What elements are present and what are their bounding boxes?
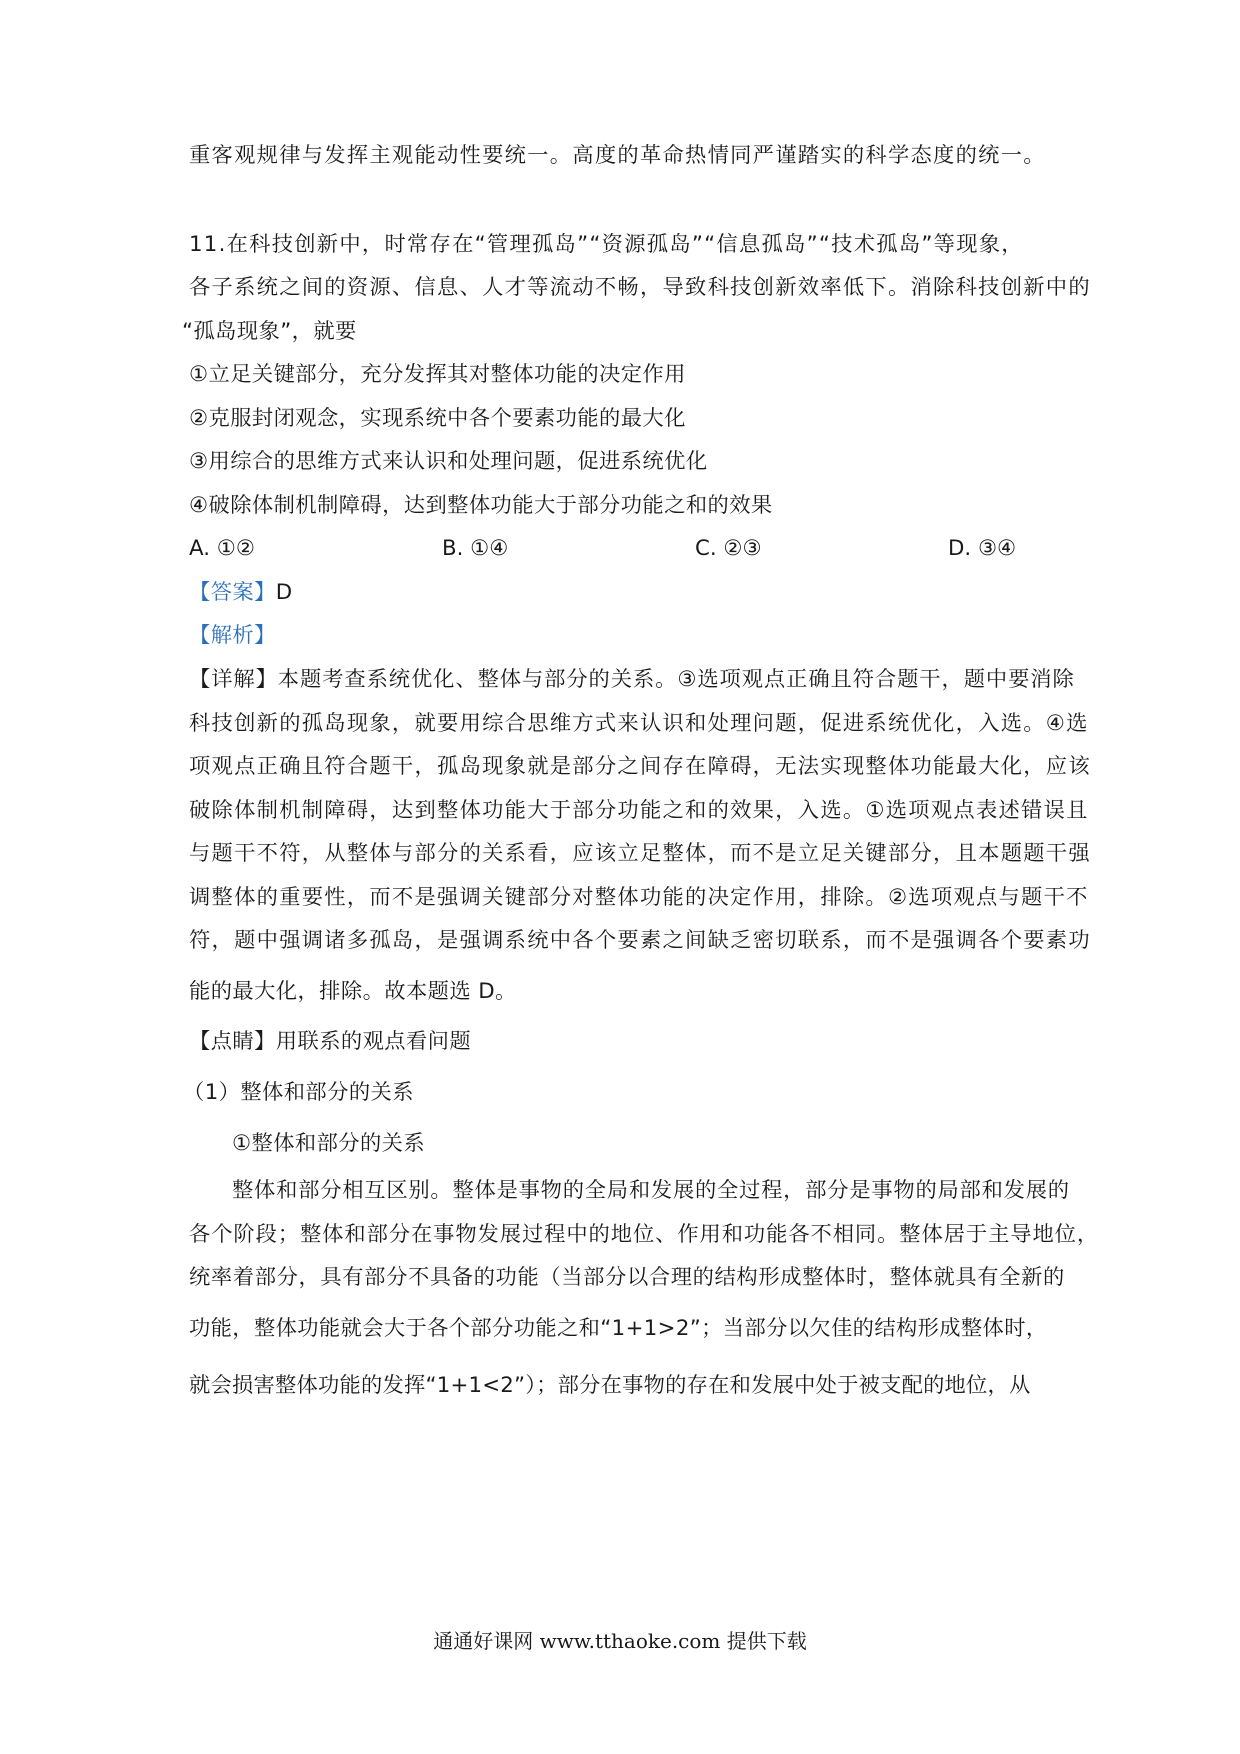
- page-footer: 通通好课网 www.tthaoke.com 提供下载: [433, 1629, 807, 1653]
- answer-line: [189, 578, 293, 608]
- detail-line: 与题干不符，从整体与部分的关系看，应该立足整体，而不是立足关键部分，且本题题干强: [189, 841, 1091, 866]
- question-stem-line: 11.在科技创新中，时常存在“管理孤岛”“资源孤岛”“信息孤岛”“技术孤岛”等现象，: [189, 232, 1024, 257]
- point-title: 用联系的观点看问题: [275, 1029, 472, 1054]
- option-c: C. ②③: [695, 536, 762, 561]
- answer-value: D: [275, 580, 293, 605]
- option-b: B. ①④: [442, 536, 509, 561]
- detail-line: 符，题中强调诸多孤岛，是强调系统中各个要素之间缺乏密切联系，而不是强调各个要素功: [189, 928, 1091, 953]
- detail-tag: 【详解】: [189, 667, 278, 692]
- point-tag: 【点睛】: [189, 1029, 276, 1054]
- detail-line: 能的最大化，排除。故本题选 D。: [189, 979, 517, 1004]
- analysis-line: [189, 621, 276, 651]
- point-body-line: 功能，整体功能就会大于各个部分功能之和“1+1>2”；当部分以欠佳的结构形成整体时，: [189, 1316, 1048, 1341]
- point-subheading: （1）整体和部分的关系: [183, 1080, 414, 1105]
- statement-3: ③用综合的思维方式来认识和处理问题，促进系统优化: [189, 449, 708, 474]
- detail-line: 破除体制机制障碍，达到整体功能大于部分功能之和的效果，入选。①选项观点表述错误且: [189, 798, 1089, 823]
- point-body-line: 整体和部分相互区别。整体是事物的全局和发展的全过程，部分是事物的局部和发展的: [232, 1178, 1070, 1203]
- option-a: A. ①②: [189, 536, 255, 561]
- detail-line: 项观点正确且符合题干，孤岛现象就是部分之间存在障碍，无法实现整体功能最大化，应该: [189, 754, 1091, 779]
- statement-1: ①立足关键部分，充分发挥其对整体功能的决定作用: [189, 362, 686, 387]
- point-body-line: 就会损害整体功能的发挥“1+1<2”）；部分在事物的存在和发展中处于被支配的地位，从: [189, 1373, 1031, 1398]
- question-stem-line: “孤岛现象”，就要: [182, 319, 357, 344]
- detail-line: [189, 665, 1075, 695]
- statement-4: ④破除体制机制障碍，达到整体功能大于部分功能之和的效果: [189, 493, 773, 518]
- analysis-tag: 【解析】: [189, 623, 276, 648]
- option-d: D. ③④: [948, 536, 1017, 561]
- point-body-line: 统率着部分，具有部分不具备的功能（当部分以合理的结构形成整体时，整体就具有全新的: [189, 1265, 1065, 1290]
- point-line: [189, 1027, 471, 1057]
- answer-tag: 【答案】: [189, 580, 276, 605]
- detail-line: 科技创新的孤岛现象，就要用综合思维方式来认识和处理问题，促进系统优化，入选。④选: [189, 711, 1089, 736]
- detail-text: 本题考查系统优化、整体与部分的关系。③选项观点正确且符合题干，题中要消除: [277, 667, 1075, 692]
- point-subheading: ①整体和部分的关系: [232, 1131, 426, 1156]
- question-stem-line: 各子系统之间的资源、信息、人才等流动不畅，导致科技创新效率低下。消除科技创新中的: [189, 275, 1091, 300]
- point-body-line: 各个阶段；整体和部分在事物发展过程中的地位、作用和功能各不相同。整体居于主导地位，: [189, 1222, 1100, 1247]
- continued-line: 重客观规律与发挥主观能动性要统一。高度的革命热情同严谨踏实的科学态度的统一。: [189, 143, 1046, 168]
- detail-line: 调整体的重要性，而不是强调关键部分对整体功能的决定作用，排除。②选项观点与题干不: [189, 885, 1089, 910]
- statement-2: ②克服封闭观念，实现系统中各个要素功能的最大化: [189, 406, 686, 431]
